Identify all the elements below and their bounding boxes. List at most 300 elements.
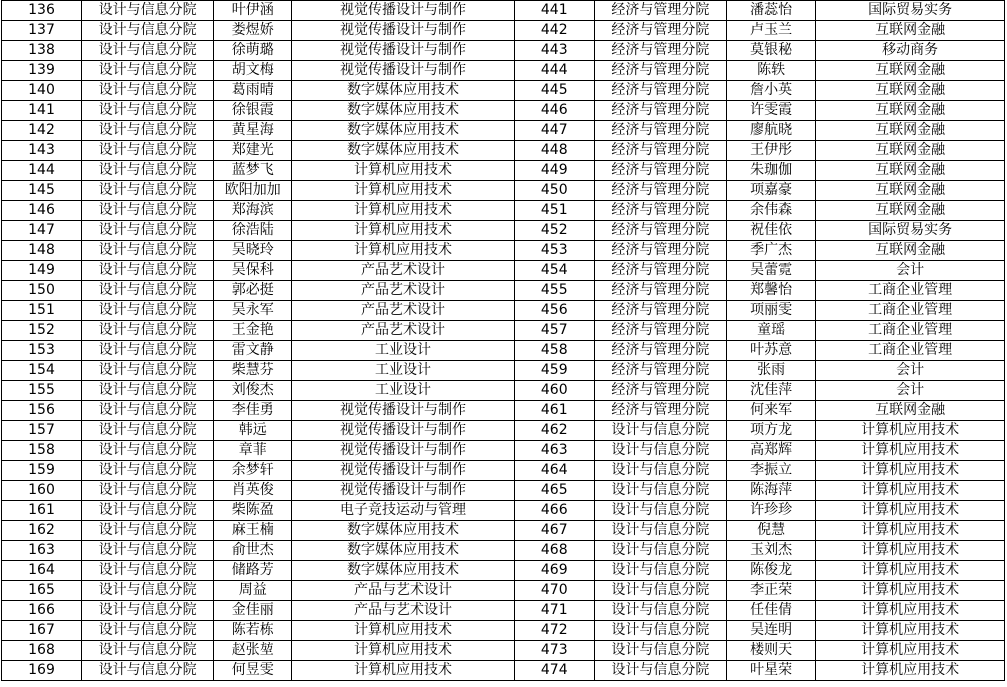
right-major-cell: 互联网金融 [816, 241, 1005, 261]
left-name-cell: 李佳勇 [214, 401, 292, 421]
right-name-cell: 詹小英 [727, 81, 816, 101]
right-name-cell: 李振立 [727, 461, 816, 481]
right-college-cell: 经济与管理分院 [594, 41, 726, 61]
left-college-cell: 设计与信息分院 [81, 641, 213, 661]
table-row [2, 301, 1005, 321]
right-college-cell: 设计与信息分院 [594, 661, 726, 681]
right-no-cell: 460 [514, 381, 594, 401]
left-name-cell: 胡文梅 [214, 61, 292, 81]
table-row [2, 501, 1005, 521]
table-row [2, 461, 1005, 481]
table-row [2, 641, 1005, 661]
right-no-cell: 453 [514, 241, 594, 261]
right-major-cell: 互联网金融 [816, 201, 1005, 221]
left-no-cell: 149 [2, 261, 82, 281]
left-major-cell: 视觉传播设计与制作 [292, 401, 515, 421]
left-major-cell: 计算机应用技术 [292, 621, 515, 641]
left-name-cell: 娄煜娇 [214, 21, 292, 41]
left-name-cell: 俞世杰 [214, 541, 292, 561]
left-major-cell: 电子竞技运动与管理 [292, 501, 515, 521]
left-name-cell: 蓝梦飞 [214, 161, 292, 181]
right-name-cell: 童瑶 [727, 321, 816, 341]
right-major-cell: 互联网金融 [816, 61, 1005, 81]
right-name-cell: 任佳倩 [727, 601, 816, 621]
left-no-cell: 153 [2, 341, 82, 361]
left-major-cell: 视觉传播设计与制作 [292, 61, 515, 81]
right-name-cell: 吴连明 [727, 621, 816, 641]
left-name-cell: 陈若栋 [214, 621, 292, 641]
left-no-cell: 165 [2, 581, 82, 601]
right-no-cell: 443 [514, 41, 594, 61]
table-row [2, 481, 1005, 501]
right-no-cell: 471 [514, 601, 594, 621]
left-major-cell: 计算机应用技术 [292, 241, 515, 261]
right-no-cell: 455 [514, 281, 594, 301]
left-major-cell: 数字媒体应用技术 [292, 81, 515, 101]
left-major-cell: 工业设计 [292, 381, 515, 401]
right-no-cell: 447 [514, 121, 594, 141]
right-college-cell: 设计与信息分院 [594, 501, 726, 521]
right-major-cell: 互联网金融 [816, 121, 1005, 141]
right-no-cell: 448 [514, 141, 594, 161]
left-name-cell: 韩远 [214, 421, 292, 441]
right-no-cell: 446 [514, 101, 594, 121]
right-name-cell: 楼则天 [727, 641, 816, 661]
left-name-cell: 柴慧芬 [214, 361, 292, 381]
right-college-cell: 设计与信息分院 [594, 481, 726, 501]
left-major-cell: 计算机应用技术 [292, 201, 515, 221]
right-no-cell: 452 [514, 221, 594, 241]
left-no-cell: 144 [2, 161, 82, 181]
right-name-cell: 卢玉兰 [727, 21, 816, 41]
right-college-cell: 经济与管理分院 [594, 81, 726, 101]
table-row [2, 401, 1005, 421]
right-name-cell: 余伟森 [727, 201, 816, 221]
table-row [2, 661, 1005, 681]
right-college-cell: 设计与信息分院 [594, 581, 726, 601]
left-college-cell: 设计与信息分院 [81, 221, 213, 241]
left-college-cell: 设计与信息分院 [81, 161, 213, 181]
right-major-cell: 计算机应用技术 [816, 641, 1005, 661]
left-no-cell: 167 [2, 621, 82, 641]
right-major-cell: 互联网金融 [816, 181, 1005, 201]
right-no-cell: 464 [514, 461, 594, 481]
right-major-cell: 会计 [816, 361, 1005, 381]
right-major-cell: 计算机应用技术 [816, 601, 1005, 621]
right-name-cell: 朱珈伽 [727, 161, 816, 181]
left-college-cell: 设计与信息分院 [81, 461, 213, 481]
right-college-cell: 经济与管理分院 [594, 261, 726, 281]
right-name-cell: 祝佳依 [727, 221, 816, 241]
table-row [2, 121, 1005, 141]
right-college-cell: 设计与信息分院 [594, 421, 726, 441]
right-major-cell: 工商企业管理 [816, 321, 1005, 341]
left-no-cell: 151 [2, 301, 82, 321]
right-major-cell: 工商企业管理 [816, 301, 1005, 321]
right-major-cell: 国际贸易实务 [816, 1, 1005, 21]
right-major-cell: 计算机应用技术 [816, 461, 1005, 481]
left-no-cell: 148 [2, 241, 82, 261]
right-major-cell: 计算机应用技术 [816, 421, 1005, 441]
left-no-cell: 163 [2, 541, 82, 561]
right-major-cell: 互联网金融 [816, 21, 1005, 41]
left-name-cell: 郭必挺 [214, 281, 292, 301]
left-name-cell: 金佳丽 [214, 601, 292, 621]
right-name-cell: 高郑辉 [727, 441, 816, 461]
table-row [2, 321, 1005, 341]
left-college-cell: 设计与信息分院 [81, 181, 213, 201]
left-college-cell: 设计与信息分院 [81, 201, 213, 221]
right-college-cell: 设计与信息分院 [594, 561, 726, 581]
right-major-cell: 互联网金融 [816, 141, 1005, 161]
right-name-cell: 陈海萍 [727, 481, 816, 501]
right-name-cell: 莫银秘 [727, 41, 816, 61]
table-row [2, 621, 1005, 641]
left-no-cell: 138 [2, 41, 82, 61]
left-no-cell: 137 [2, 21, 82, 41]
left-major-cell: 数字媒体应用技术 [292, 521, 515, 541]
right-no-cell: 470 [514, 581, 594, 601]
left-college-cell: 设计与信息分院 [81, 301, 213, 321]
right-name-cell: 许珍珍 [727, 501, 816, 521]
left-college-cell: 设计与信息分院 [81, 401, 213, 421]
left-major-cell: 产品与艺术设计 [292, 601, 515, 621]
table-row [2, 421, 1005, 441]
right-college-cell: 经济与管理分院 [594, 101, 726, 121]
left-major-cell: 视觉传播设计与制作 [292, 1, 515, 21]
left-major-cell: 视觉传播设计与制作 [292, 41, 515, 61]
right-name-cell: 玉刘杰 [727, 541, 816, 561]
right-name-cell: 潘蕊怡 [727, 1, 816, 21]
right-name-cell: 项方龙 [727, 421, 816, 441]
right-college-cell: 经济与管理分院 [594, 61, 726, 81]
right-name-cell: 张雨 [727, 361, 816, 381]
left-major-cell: 计算机应用技术 [292, 641, 515, 661]
left-name-cell: 叶伊涵 [214, 1, 292, 21]
table-row [2, 241, 1005, 261]
right-name-cell: 陈轶 [727, 61, 816, 81]
table-row [2, 441, 1005, 461]
table-row [2, 1, 1005, 21]
left-name-cell: 周益 [214, 581, 292, 601]
right-name-cell: 项丽雯 [727, 301, 816, 321]
table-row [2, 21, 1005, 41]
right-no-cell: 449 [514, 161, 594, 181]
right-major-cell: 互联网金融 [816, 401, 1005, 421]
right-major-cell: 计算机应用技术 [816, 481, 1005, 501]
left-college-cell: 设计与信息分院 [81, 241, 213, 261]
table-row [2, 201, 1005, 221]
right-no-cell: 467 [514, 521, 594, 541]
left-major-cell: 数字媒体应用技术 [292, 561, 515, 581]
left-college-cell: 设计与信息分院 [81, 361, 213, 381]
right-college-cell: 经济与管理分院 [594, 181, 726, 201]
left-college-cell: 设计与信息分院 [81, 81, 213, 101]
left-no-cell: 152 [2, 321, 82, 341]
right-name-cell: 吴蕾霓 [727, 261, 816, 281]
right-college-cell: 设计与信息分院 [594, 461, 726, 481]
left-name-cell: 吴永军 [214, 301, 292, 321]
left-name-cell: 章菲 [214, 441, 292, 461]
right-major-cell: 计算机应用技术 [816, 621, 1005, 641]
left-college-cell: 设计与信息分院 [81, 661, 213, 681]
left-major-cell: 产品艺术设计 [292, 261, 515, 281]
left-no-cell: 143 [2, 141, 82, 161]
table-row [2, 61, 1005, 81]
right-college-cell: 经济与管理分院 [594, 281, 726, 301]
roster-table [1, 0, 1005, 681]
left-major-cell: 计算机应用技术 [292, 661, 515, 681]
left-college-cell: 设计与信息分院 [81, 381, 213, 401]
left-college-cell: 设计与信息分院 [81, 341, 213, 361]
right-no-cell: 462 [514, 421, 594, 441]
left-no-cell: 141 [2, 101, 82, 121]
left-college-cell: 设计与信息分院 [81, 501, 213, 521]
left-name-cell: 吴保科 [214, 261, 292, 281]
right-major-cell: 计算机应用技术 [816, 581, 1005, 601]
left-name-cell: 黄星海 [214, 121, 292, 141]
left-name-cell: 欧阳加加 [214, 181, 292, 201]
left-no-cell: 145 [2, 181, 82, 201]
right-college-cell: 经济与管理分院 [594, 361, 726, 381]
left-college-cell: 设计与信息分院 [81, 1, 213, 21]
right-no-cell: 469 [514, 561, 594, 581]
right-college-cell: 设计与信息分院 [594, 521, 726, 541]
left-name-cell: 郑海滨 [214, 201, 292, 221]
left-name-cell: 葛雨晴 [214, 81, 292, 101]
left-name-cell: 吴晓玲 [214, 241, 292, 261]
right-major-cell: 互联网金融 [816, 101, 1005, 121]
right-college-cell: 经济与管理分院 [594, 141, 726, 161]
left-name-cell: 柴陈盈 [214, 501, 292, 521]
left-no-cell: 150 [2, 281, 82, 301]
left-no-cell: 168 [2, 641, 82, 661]
right-name-cell: 王伊彤 [727, 141, 816, 161]
left-major-cell: 视觉传播设计与制作 [292, 421, 515, 441]
left-college-cell: 设计与信息分院 [81, 321, 213, 341]
left-no-cell: 146 [2, 201, 82, 221]
roster-body [2, 1, 1005, 681]
right-name-cell: 沈佳萍 [727, 381, 816, 401]
right-name-cell: 郑馨怡 [727, 281, 816, 301]
left-name-cell: 余梦轩 [214, 461, 292, 481]
right-name-cell: 许雯霞 [727, 101, 816, 121]
right-no-cell: 450 [514, 181, 594, 201]
table-row [2, 41, 1005, 61]
left-college-cell: 设计与信息分院 [81, 281, 213, 301]
left-major-cell: 工业设计 [292, 341, 515, 361]
right-college-cell: 经济与管理分院 [594, 301, 726, 321]
left-name-cell: 王金艳 [214, 321, 292, 341]
left-college-cell: 设计与信息分院 [81, 521, 213, 541]
right-college-cell: 经济与管理分院 [594, 401, 726, 421]
left-college-cell: 设计与信息分院 [81, 601, 213, 621]
right-name-cell: 廖航晓 [727, 121, 816, 141]
right-no-cell: 451 [514, 201, 594, 221]
right-major-cell: 互联网金融 [816, 81, 1005, 101]
left-major-cell: 产品艺术设计 [292, 281, 515, 301]
left-major-cell: 视觉传播设计与制作 [292, 21, 515, 41]
right-college-cell: 经济与管理分院 [594, 321, 726, 341]
right-college-cell: 经济与管理分院 [594, 241, 726, 261]
right-major-cell: 计算机应用技术 [816, 541, 1005, 561]
right-name-cell: 何来军 [727, 401, 816, 421]
table-row [2, 341, 1005, 361]
left-no-cell: 155 [2, 381, 82, 401]
left-college-cell: 设计与信息分院 [81, 41, 213, 61]
right-college-cell: 经济与管理分院 [594, 341, 726, 361]
right-no-cell: 465 [514, 481, 594, 501]
left-major-cell: 计算机应用技术 [292, 221, 515, 241]
right-no-cell: 442 [514, 21, 594, 41]
right-major-cell: 计算机应用技术 [816, 661, 1005, 681]
left-no-cell: 164 [2, 561, 82, 581]
left-name-cell: 储路芳 [214, 561, 292, 581]
left-major-cell: 视觉传播设计与制作 [292, 441, 515, 461]
right-name-cell: 叶星荣 [727, 661, 816, 681]
table-row [2, 81, 1005, 101]
right-no-cell: 473 [514, 641, 594, 661]
table-row [2, 381, 1005, 401]
table-row [2, 581, 1005, 601]
left-name-cell: 徐浩陆 [214, 221, 292, 241]
right-major-cell: 计算机应用技术 [816, 441, 1005, 461]
left-name-cell: 肖英俊 [214, 481, 292, 501]
right-college-cell: 经济与管理分院 [594, 221, 726, 241]
left-name-cell: 郑建光 [214, 141, 292, 161]
left-name-cell: 徐萌璐 [214, 41, 292, 61]
right-name-cell: 叶苏意 [727, 341, 816, 361]
table-row [2, 561, 1005, 581]
right-name-cell: 陈俊龙 [727, 561, 816, 581]
right-no-cell: 457 [514, 321, 594, 341]
left-no-cell: 159 [2, 461, 82, 481]
right-college-cell: 经济与管理分院 [594, 381, 726, 401]
left-major-cell: 计算机应用技术 [292, 181, 515, 201]
right-major-cell: 互联网金融 [816, 161, 1005, 181]
table-row [2, 541, 1005, 561]
left-major-cell: 数字媒体应用技术 [292, 541, 515, 561]
right-major-cell: 国际贸易实务 [816, 221, 1005, 241]
left-no-cell: 157 [2, 421, 82, 441]
right-name-cell: 倪慧 [727, 521, 816, 541]
table-row [2, 221, 1005, 241]
left-college-cell: 设计与信息分院 [81, 621, 213, 641]
right-college-cell: 经济与管理分院 [594, 161, 726, 181]
left-college-cell: 设计与信息分院 [81, 61, 213, 81]
left-no-cell: 169 [2, 661, 82, 681]
table-row [2, 601, 1005, 621]
left-major-cell: 视觉传播设计与制作 [292, 461, 515, 481]
right-no-cell: 472 [514, 621, 594, 641]
right-no-cell: 441 [514, 1, 594, 21]
left-no-cell: 147 [2, 221, 82, 241]
right-major-cell: 工商企业管理 [816, 341, 1005, 361]
right-college-cell: 设计与信息分院 [594, 621, 726, 641]
table-row [2, 101, 1005, 121]
right-college-cell: 设计与信息分院 [594, 641, 726, 661]
right-major-cell: 工商企业管理 [816, 281, 1005, 301]
left-major-cell: 产品艺术设计 [292, 301, 515, 321]
left-no-cell: 156 [2, 401, 82, 421]
right-name-cell: 季广杰 [727, 241, 816, 261]
right-no-cell: 456 [514, 301, 594, 321]
right-college-cell: 设计与信息分院 [594, 601, 726, 621]
left-college-cell: 设计与信息分院 [81, 421, 213, 441]
left-major-cell: 视觉传播设计与制作 [292, 481, 515, 501]
right-major-cell: 计算机应用技术 [816, 501, 1005, 521]
left-no-cell: 161 [2, 501, 82, 521]
right-no-cell: 458 [514, 341, 594, 361]
right-no-cell: 444 [514, 61, 594, 81]
left-no-cell: 166 [2, 601, 82, 621]
right-major-cell: 计算机应用技术 [816, 521, 1005, 541]
table-row [2, 181, 1005, 201]
left-major-cell: 数字媒体应用技术 [292, 141, 515, 161]
left-no-cell: 142 [2, 121, 82, 141]
right-major-cell: 计算机应用技术 [816, 561, 1005, 581]
left-college-cell: 设计与信息分院 [81, 581, 213, 601]
left-name-cell: 麻王楠 [214, 521, 292, 541]
right-no-cell: 468 [514, 541, 594, 561]
right-college-cell: 设计与信息分院 [594, 541, 726, 561]
right-college-cell: 经济与管理分院 [594, 201, 726, 221]
left-college-cell: 设计与信息分院 [81, 541, 213, 561]
right-no-cell: 445 [514, 81, 594, 101]
left-name-cell: 雷文静 [214, 341, 292, 361]
table-row [2, 261, 1005, 281]
right-no-cell: 463 [514, 441, 594, 461]
left-name-cell: 赵张堃 [214, 641, 292, 661]
table-row [2, 521, 1005, 541]
left-no-cell: 136 [2, 1, 82, 21]
right-college-cell: 设计与信息分院 [594, 441, 726, 461]
left-major-cell: 计算机应用技术 [292, 161, 515, 181]
right-college-cell: 经济与管理分院 [594, 121, 726, 141]
table-row [2, 361, 1005, 381]
right-college-cell: 经济与管理分院 [594, 1, 726, 21]
left-college-cell: 设计与信息分院 [81, 481, 213, 501]
left-major-cell: 产品艺术设计 [292, 321, 515, 341]
left-college-cell: 设计与信息分院 [81, 141, 213, 161]
left-college-cell: 设计与信息分院 [81, 121, 213, 141]
left-major-cell: 数字媒体应用技术 [292, 101, 515, 121]
left-major-cell: 产品与艺术设计 [292, 581, 515, 601]
left-major-cell: 数字媒体应用技术 [292, 121, 515, 141]
right-major-cell: 移动商务 [816, 41, 1005, 61]
right-no-cell: 459 [514, 361, 594, 381]
left-college-cell: 设计与信息分院 [81, 261, 213, 281]
right-name-cell: 项嘉豪 [727, 181, 816, 201]
right-no-cell: 466 [514, 501, 594, 521]
right-major-cell: 会计 [816, 261, 1005, 281]
left-college-cell: 设计与信息分院 [81, 21, 213, 41]
right-name-cell: 李正荣 [727, 581, 816, 601]
right-no-cell: 454 [514, 261, 594, 281]
left-no-cell: 140 [2, 81, 82, 101]
table-row [2, 281, 1005, 301]
left-no-cell: 158 [2, 441, 82, 461]
right-major-cell: 会计 [816, 381, 1005, 401]
table-row [2, 161, 1005, 181]
left-no-cell: 139 [2, 61, 82, 81]
left-no-cell: 154 [2, 361, 82, 381]
left-no-cell: 160 [2, 481, 82, 501]
left-no-cell: 162 [2, 521, 82, 541]
left-name-cell: 何昱雯 [214, 661, 292, 681]
left-major-cell: 工业设计 [292, 361, 515, 381]
left-name-cell: 徐银霞 [214, 101, 292, 121]
